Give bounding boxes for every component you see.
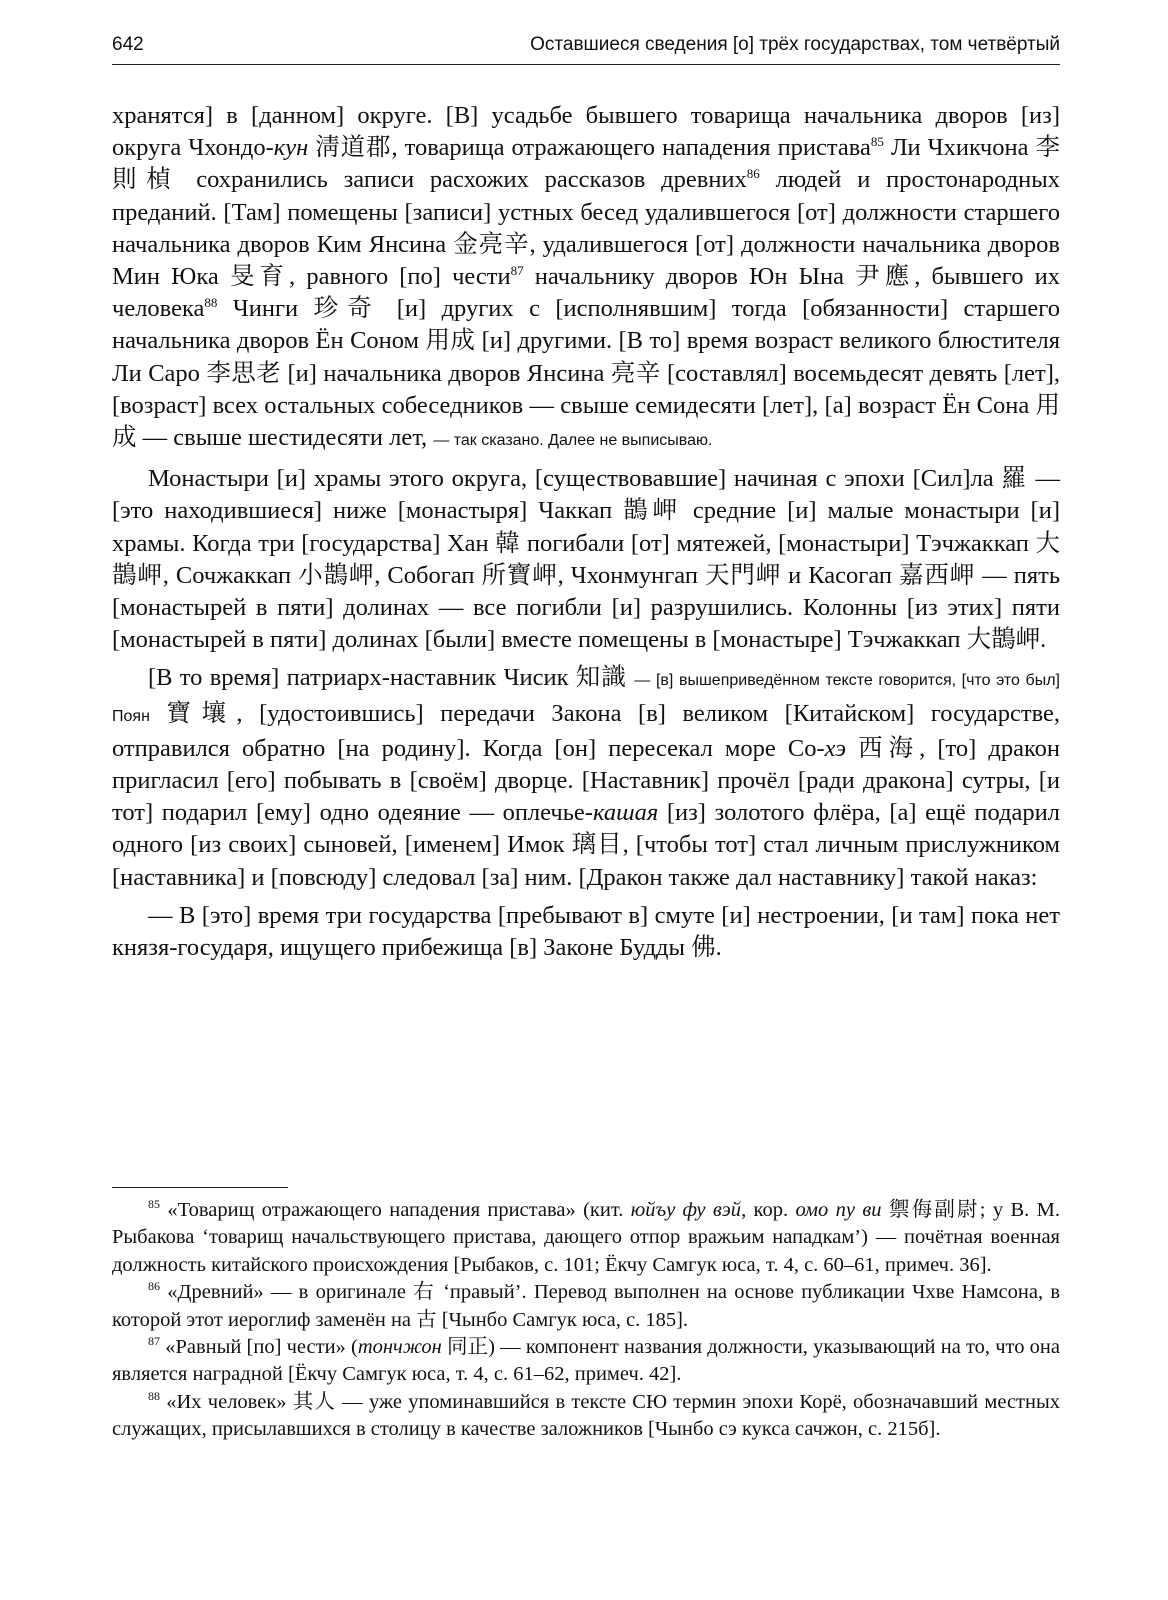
italic-term: юйъу фу вэй — [630, 1199, 742, 1221]
text-run: [из] золотого флёра, [а] ещё подарил одного [из своих] сыновей, [именем] Имок 璃目, [чтобы тот] стал личным прислужником [наставника] и [повсюду] следовал [за] ним. [Дракон также дал наставнику] такой наказ: — [112, 799, 1060, 891]
text-run: Монастыри [и] храмы этого округа, [существовавшие] начиная с эпохи [Сил]ла 羅 — [это находившиеся] ниже [монастыря] Чаккап 鵲岬 средние [и] малые монастыри [и] храмы. Когда три [государства] Хан 韓 погибали [от] мятежей, [монастыри] Тэчжаккап 大鵲岬, Сочжаккап 小鵲岬, Собогап 所寶岬, Чхонмунгап 天門岬 и Касогап 嘉西岬 — пять [монастырей в пяти] долинах — все погибли [и] разрушились. Колонны [из этих] пяти [монастырей в пяти] долинах [были] вместе помещены в [монастыре] Тэчжаккап 大鵲岬. — [112, 465, 1060, 654]
italic-term: тончжон — [357, 1336, 442, 1359]
running-header — [112, 30, 1060, 65]
footnote-ref: 85 — [870, 134, 884, 150]
footnotes — [112, 1197, 1060, 1444]
text-run: [В то время] патриарх-наставник Чисик 知識 — [148, 664, 635, 692]
footnote-separator — [112, 1187, 288, 1188]
italic-term: омо пу ви — [795, 1199, 882, 1221]
italic-term: кун — [273, 134, 309, 162]
text-run: 西海, [то] дракон пригласил [его] побывать в [своём] дворце. [Наставник] прочёл [ради дракона] сутры, [и тот] подарил [ему] одно одеяние — оплечье- — [112, 734, 1060, 827]
paragraph — [112, 463, 1060, 656]
text-run: «Товарищ отражающего нападения пристава» (кит. — [160, 1199, 631, 1221]
small-gloss: — так сказано. Далее не выписываю. — [433, 432, 713, 450]
text-run: Чинги 珍奇 [и] других с [исполнявшим] тогда [обязанности] старшего начальника дворов Ён Соном 用成 [и] другими. [В то] время возраст великого блюстителя Ли Саро 李思老 [и] начальника дворов Янсина 亮辛 [составлял] восемьдесят девять [лет], [возраст] всех остальных собеседников — свыше семидесяти [лет], [а] возраст Ён Сона 用成 — свыше шестидесяти лет, — [112, 295, 1060, 452]
text-run: 淸道郡, товарища отражающего нападения пристава — [308, 134, 871, 162]
footnote-ref: 87 — [510, 263, 524, 279]
footnote-ref: 86 — [746, 166, 760, 182]
text-run: — В [это] время три государства [пребывают в] смуте [и] нестроении, [и там] пока нет князя-государя, ищущего прибежища [в] Законе Будды 佛. — [112, 901, 1060, 962]
italic-term: кашая — [592, 799, 659, 827]
text-run: «Их человек» 其人 — уже упоминавшийся в тексте СЮ термин эпохи Корё, обозначавший местных служащих, присылавшихся в столицу в качестве заложников [Чынбо сэ кукса сачжон, с. 215б]. — [112, 1390, 1060, 1441]
small-gloss: — [в] вышеприведённом тексте говорится, [что это был] Поян — [112, 672, 1060, 725]
italic-term: хэ — [824, 734, 847, 762]
paragraph — [112, 662, 1060, 893]
text-run: , кор. — [741, 1199, 796, 1221]
text-run: людей и простонародных преданий. [Там] помещены [записи] устных бесед удалившегося [от] должности старшего начальника дворов Ким Янсина 金亮辛, удалившегося [от] должности начальника дворов Мин Юка 旻育, равного [по] чести — [112, 166, 1060, 291]
text-run: начальнику дворов Юн Ына 尹應, бывшего их человека — [112, 263, 1060, 323]
footnote — [112, 1197, 1060, 1279]
footnote — [112, 1389, 1060, 1444]
paragraph — [112, 900, 1060, 964]
text-run: 禦侮副尉; у В. М. Рыбакова ‘товарищ начальствующего пристава, дающего отпор вражьим нападкам’) — почётная военная должность китайского происхождения [Рыбаков, с. 101; Ёкчу Самгук юса, т. 4, с. 60–61, примеч. 36]. — [112, 1199, 1060, 1276]
footnote — [112, 1279, 1060, 1334]
running-title: Оставшиеся сведения [о] трёх государствах, том четвёртый — [530, 34, 1060, 55]
text-run: 寶壤, [удостоившись] передачи Закона [в] великом [Китайском] государстве, отправился обратно [на родину]. Когда [он] пересекал море Со- — [112, 699, 1060, 762]
footnote-ref: 85 — [148, 1197, 160, 1211]
text-run: «Древний» — в оригинале 右 ‘правый’. Перевод выполнен на основе публикации Чхве Намсона, в которой этот иероглиф заменён на 古 [Чынбо Самгук юса, с. 185]. — [112, 1281, 1060, 1331]
footnote-ref: 87 — [148, 1334, 160, 1349]
footnote — [112, 1334, 1060, 1389]
page-number: 642 — [112, 34, 144, 55]
text-run: «Равный [по] чести» ( — [160, 1336, 358, 1359]
footnote-ref: 88 — [204, 295, 218, 311]
footnote-ref: 88 — [148, 1388, 160, 1403]
paragraph — [112, 100, 1060, 457]
main-text — [112, 100, 1060, 970]
text-run: Ли Чхикчона 李則楨 сохранились записи расхожих рассказов древних — [112, 134, 1060, 194]
footnote-ref: 86 — [148, 1279, 160, 1294]
text-run: хранятся] в [данном] округе. [В] усадьбе бывшего товарища начальника дворов [из] округа Чхондо- — [112, 102, 1060, 162]
text-run: 同正) — компонент названия должности, указывающий на то, что она является наградной [Ёкчу Самгук юса, т. 4, с. 61–62, примеч. 42]. — [112, 1336, 1060, 1386]
